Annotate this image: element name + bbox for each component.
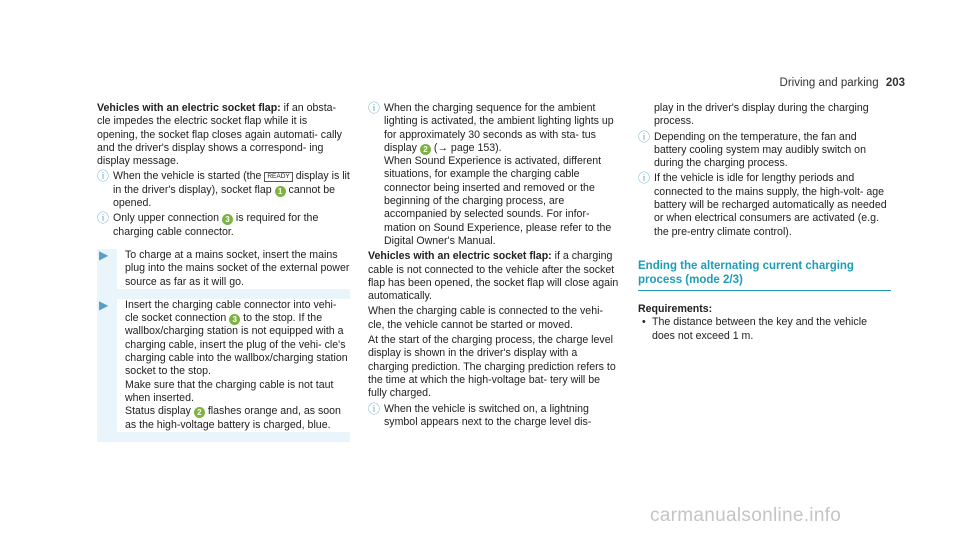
- note: [97, 170, 350, 210]
- note: [638, 131, 891, 171]
- paragraph: [97, 102, 350, 168]
- text: Status display: [125, 405, 194, 418]
- header-title: Driving and parking: [779, 77, 879, 89]
- bullet-icon: •: [642, 316, 646, 329]
- step-text: To charge at a mains socket, insert the mains plug into the mains socket of the external power source as far as it will go.: [117, 249, 350, 289]
- callout-number: 2: [420, 144, 431, 155]
- text: When Sound Experience is activated, different situations, for example the charging cable connector being inserted and removed or the beginning of the charging process, are accompanied by selected sounds. For infor- mation on Sound Experience, please refer to the Digital Owner's Manual.: [384, 155, 612, 247]
- note: [368, 102, 620, 248]
- text: is required for the charging cable connector.: [113, 212, 319, 238]
- note-text: When the vehicle is switched on, a lightning symbol appears next to the charge level dis-: [384, 402, 592, 428]
- step-item: [97, 249, 350, 299]
- info-icon: ⓘ: [368, 101, 381, 115]
- text: (→ page 153).: [430, 141, 502, 154]
- watermark: carmanualsonline.info: [650, 505, 842, 526]
- column-1: [97, 102, 350, 442]
- text: flashes orange and, as soon as the high-voltage battery is charged, blue.: [125, 405, 341, 431]
- note-continuation: play in the driver's display during the charging process.: [654, 102, 869, 128]
- section-heading: Ending the alternating current charging process (mode 2/3): [638, 259, 891, 291]
- text: When the charging sequence for the ambient lighting is activated, the ambient lighting lights up for approximately 30 seconds as with sta- tus display: [384, 102, 614, 154]
- text: cannot be opened.: [113, 183, 336, 210]
- text: if a charging cable is not connected to the vehicle after the socket flap has been opened, the socket flap will close again automatically.: [368, 250, 619, 303]
- note-text: Depending on the temperature, the fan and battery cooling system may audibly switch on during the charging process.: [654, 130, 866, 170]
- paragraph: When the charging cable is connected to the vehi- cle, the vehicle cannot be started or moved.: [368, 305, 603, 331]
- paragraph: [368, 250, 620, 303]
- text: if an obsta- cle impedes the electric socket flap while it is opening, the socket flap closes again automati- cally and the driver's display shows a correspond- ing display message.: [97, 102, 342, 168]
- info-icon: ⓘ: [97, 211, 110, 226]
- callout-number: 3: [229, 314, 240, 325]
- text: to the stop. If the wallbox/charging station is not equipped with a charging cable, insert the plug of the vehi- cle's charging cable into the wallbox/charging station socket to the stop.: [125, 312, 348, 378]
- callout-number: 3: [222, 214, 233, 225]
- info-icon: ⓘ: [638, 129, 651, 144]
- note: [638, 172, 891, 238]
- info-icon: ⓘ: [638, 171, 651, 186]
- bullet-text: The distance between the key and the vehicle does not exceed 1 m.: [652, 316, 867, 342]
- page-header: [780, 77, 905, 89]
- text: display is lit in the driver's display), socket flap: [113, 170, 350, 196]
- requirements-label: Requirements:: [638, 302, 713, 315]
- arrow-right-icon: ▶: [99, 297, 109, 312]
- paragraph: At the start of the charging process, the charge level display is shown in the driver's display with a charging prediction. The charging prediction refers to the time at which the high-voltage bat- tery will be fully charged.: [368, 334, 616, 400]
- note: [368, 403, 620, 430]
- inline-heading: Vehicles with an electric socket flap:: [368, 250, 552, 263]
- column-2: [368, 102, 620, 429]
- text: Only upper connection: [113, 212, 222, 225]
- text: When the vehicle is started (the: [113, 170, 265, 183]
- arrow-right-icon: ▶: [99, 247, 109, 262]
- ready-icon: READY: [264, 172, 292, 182]
- text: Insert the charging cable connector into vehi- cle socket connection: [125, 298, 337, 325]
- inline-heading: Vehicles with an electric socket flap:: [97, 102, 281, 114]
- callout-number: 2: [194, 407, 205, 418]
- step-item: [97, 299, 350, 442]
- note: [97, 212, 350, 239]
- page-number: 203: [885, 77, 905, 89]
- text: Make sure that the charging cable is not taut when inserted.: [125, 378, 334, 404]
- step-list: [97, 249, 350, 442]
- step-text: [117, 299, 350, 432]
- callout-number: 1: [275, 186, 286, 197]
- bullet-item: [638, 316, 891, 343]
- info-icon: ⓘ: [368, 401, 381, 416]
- note-text: If the vehicle is idle for lengthy periods and connected to the mains supply, the high-volt- age battery will be recharged automatically as needed or when electrical consumers are activated (e.g. the pre-entry climate control).: [654, 172, 887, 238]
- info-icon: ⓘ: [97, 169, 110, 184]
- column-3: [638, 102, 891, 343]
